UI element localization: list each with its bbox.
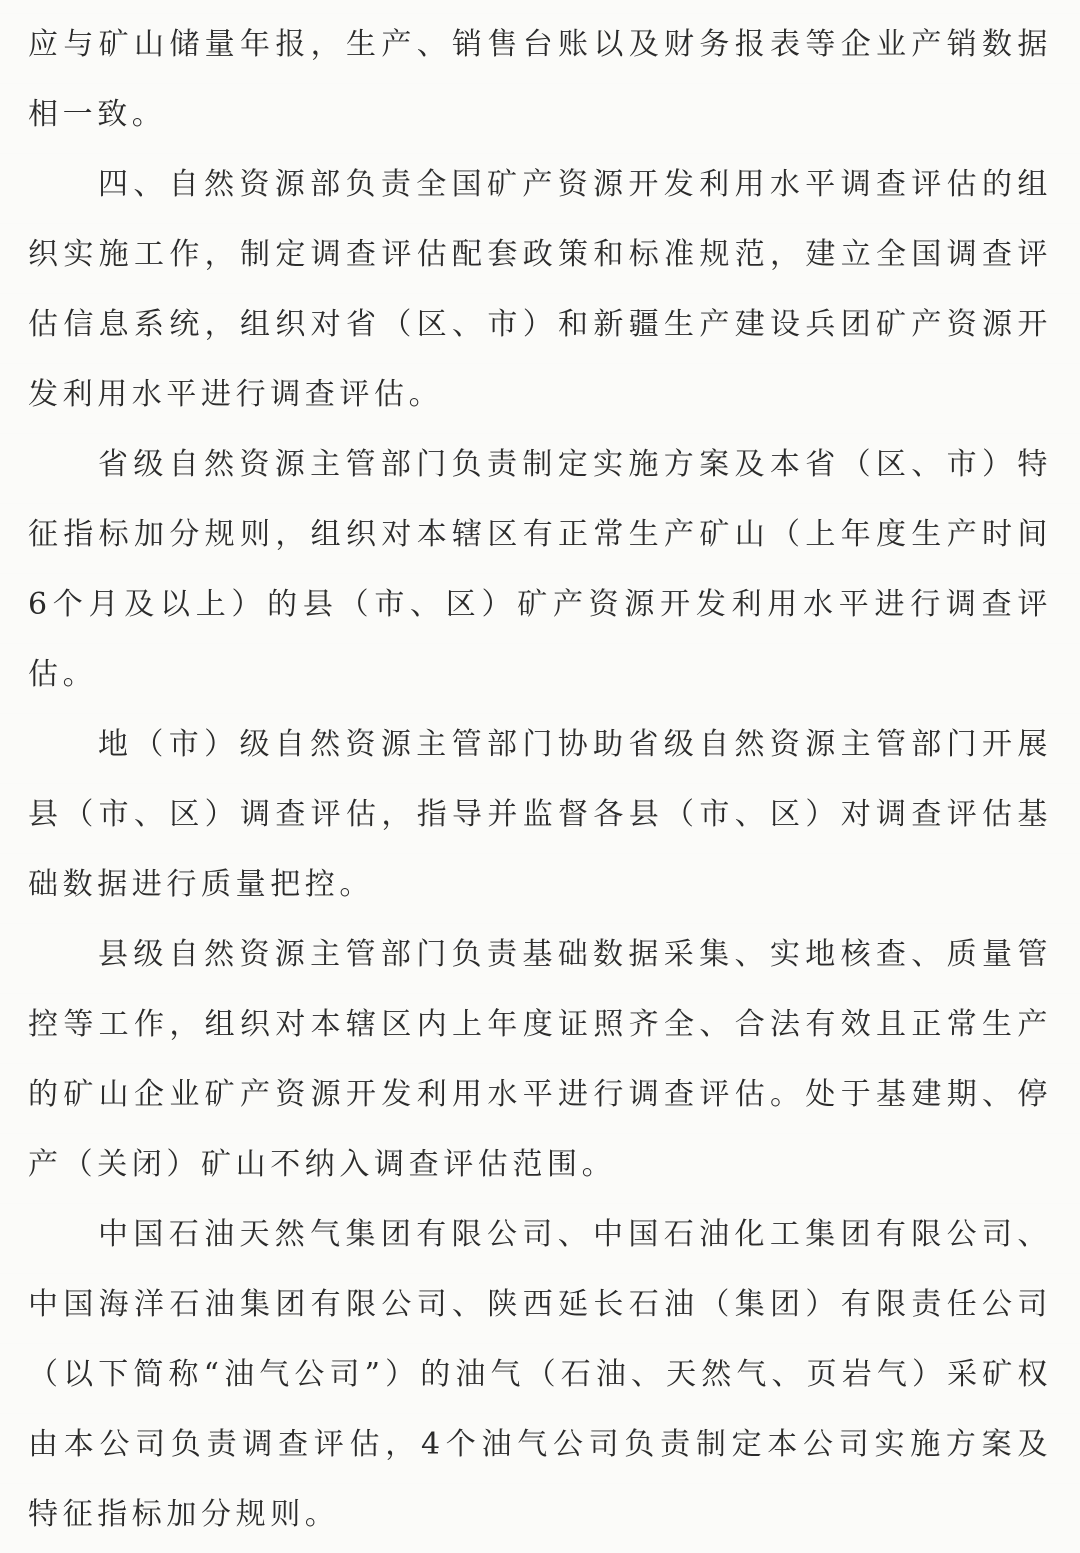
paragraph-prefecture: 地（市）级自然资源主管部门协助省级自然资源主管部门开展县（市、区）调查评估，指导并监督各县（市、区）对调查评估基础数据进行质量把控。 xyxy=(28,727,1052,902)
paragraph-section-four: 四、自然资源部负责全国矿产资源开发利用水平调查评估的组织实施工作，制定调查评估配套政策和标准规范，建立全国调查评估信息系统，组织对省（区、市）和新疆生产建设兵团矿产资源开发利用水平进行调查评估。 xyxy=(28,167,1052,412)
paragraph-county: 县级自然资源主管部门负责基础数据采集、实地核查、质量管控等工作，组织对本辖区内上年度证照齐全、合法有效且正常生产的矿山企业矿产资源开发利用水平进行调查评估。处于基建期、停产（关闭）矿山不纳入调查评估范围。 xyxy=(28,937,1052,1182)
paragraph-provincial: 省级自然资源主管部门负责制定实施方案及本省（区、市）特征指标加分规则，组织对本辖区有正常生产矿山（上年度生产时间6个月及以上）的县（市、区）矿产资源开发利用水平进行调查评估。 xyxy=(28,447,1052,692)
paragraph-continued: 应与矿山储量年报，生产、销售台账以及财务报表等企业产销数据相一致。 xyxy=(28,27,1052,132)
paragraph-oil-gas: 中国石油天然气集团有限公司、中国石油化工集团有限公司、中国海洋石油集团有限公司、陕西延长石油（集团）有限责任公司（以下简称“油气公司”）的油气（石油、天然气、页岩气）采矿权由本公司负责调查评估，4个油气公司负责制定本公司实施方案及特征指标加分规则。 xyxy=(28,1217,1052,1532)
